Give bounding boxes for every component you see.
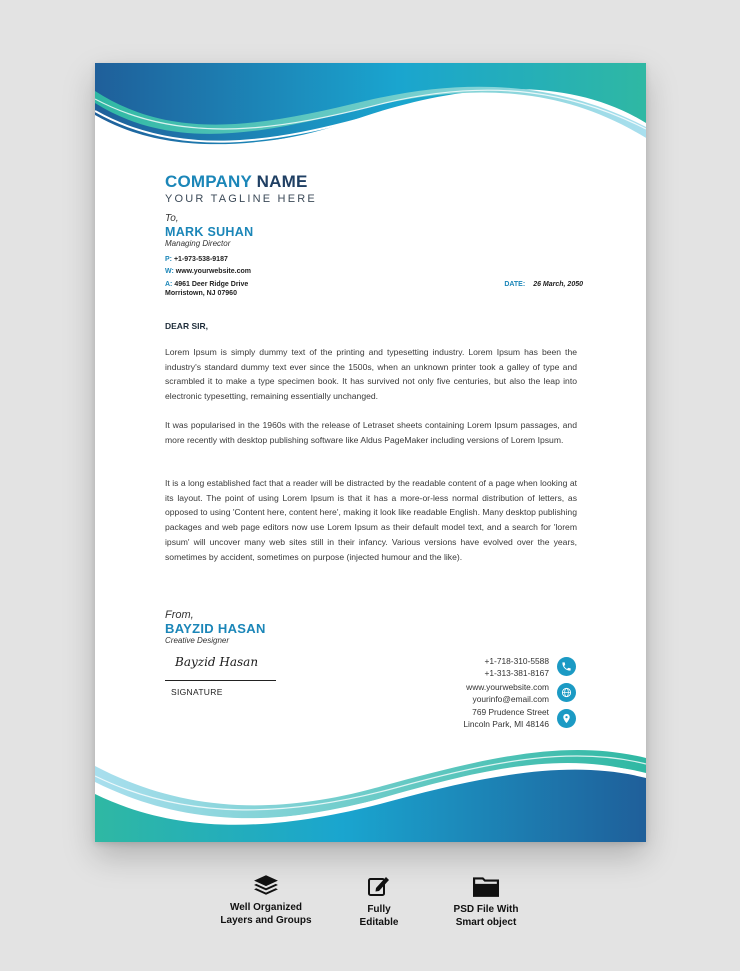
footer-wave-graphic <box>95 738 646 842</box>
footer-phone-1: +1-718-310-5588 <box>484 656 549 666</box>
recipient-phone: P: +1-973-538-9187 <box>165 256 228 263</box>
layers-icon <box>253 874 279 896</box>
body-paragraph-2: It was popularised in the 1960s with the release of Letraset sheets containing Lorem Ipsum passages, and more recently with desktop publishing software like Aldus PageMaker including versions of Lorem Ipsum. <box>165 420 577 445</box>
feature-layers-line-1: Well Organized <box>229 902 303 913</box>
feature-psd <box>426 874 546 929</box>
company-branding <box>165 173 317 205</box>
recipient-address: A: 4961 Deer Ridge Drive Morristown, NJ 07960 <box>165 281 249 297</box>
footer-phone-2: +1-313-381-8167 <box>484 668 549 678</box>
from-label: From, <box>165 609 194 621</box>
edit-icon <box>367 874 391 898</box>
letterhead-page <box>95 63 646 842</box>
body-paragraph-3: It is a long established fact that a reader will be distracted by the readable content of a page when looking at its layout. The point of using Lorem Ipsum is that it has a more-or-less normal distribution of letters, as opposed to using 'Content here, content here', making it look like readable English. Many desktop publishing packages and web page editors now use Lorem Ipsum as their default model text, and a search for 'lorem ipsum' will uncover many web sites still in their infancy. Various versions have evolved over the years, sometimes by accident, sometimes on purpose (injected humour and the like). <box>165 478 577 562</box>
footer-address-line-1: 769 Prudence Street <box>472 707 549 717</box>
to-label: To, <box>165 213 179 224</box>
salutation: DEAR SIR, <box>165 321 208 331</box>
footer-email: yourinfo@email.com <box>472 694 549 704</box>
body-paragraph-1: Lorem Ipsum is simply dummy text of the printing and typesetting industry. Lorem Ipsum has been the industry's standard dummy text ever since the 1500s, when an unknown printer took a galley of type and scrambled it to make a type specimen book. It has survived not only five centuries, but also the leap into electronic typesetting, remaining essentially unchanged. <box>165 347 577 402</box>
footer-phones <box>389 655 549 679</box>
feature-layers <box>206 874 326 927</box>
header-wave-graphic <box>95 63 646 158</box>
feature-editable-line-1: Fully <box>367 904 391 915</box>
globe-icon <box>557 683 576 702</box>
feature-psd-line-2: Smart object <box>455 917 517 928</box>
phone-icon <box>557 657 576 676</box>
footer-address <box>389 706 549 730</box>
location-pin-icon <box>557 709 576 728</box>
footer-web-email <box>389 681 549 705</box>
signature-label: SIGNATURE <box>171 687 223 697</box>
company-tagline: YOUR TAGLINE HERE <box>165 193 317 205</box>
handwritten-signature: Bayzid Hasan <box>175 655 259 669</box>
feature-layers-line-2: Layers and Groups <box>220 915 312 926</box>
signature-line <box>165 680 276 681</box>
sender-title: Creative Designer <box>165 636 230 645</box>
recipient-name: MARK SUHAN <box>165 225 254 239</box>
recipient-website: W: www.yourwebsite.com <box>165 268 251 275</box>
feature-psd-line-1: PSD File With <box>453 904 519 915</box>
footer-website: www.yourwebsite.com <box>466 682 549 692</box>
company-name: COMPANY NAME <box>165 172 308 191</box>
feature-editable <box>319 874 439 929</box>
recipient-title: Managing Director <box>165 239 231 248</box>
folder-icon <box>473 874 499 898</box>
feature-editable-line-2: Editable <box>359 917 399 928</box>
letter-date: DATE: 26 March, 2050 <box>504 281 583 288</box>
sender-name: BAYZID HASAN <box>165 621 266 636</box>
footer-address-line-2: Lincoln Park, MI 48146 <box>463 719 549 729</box>
